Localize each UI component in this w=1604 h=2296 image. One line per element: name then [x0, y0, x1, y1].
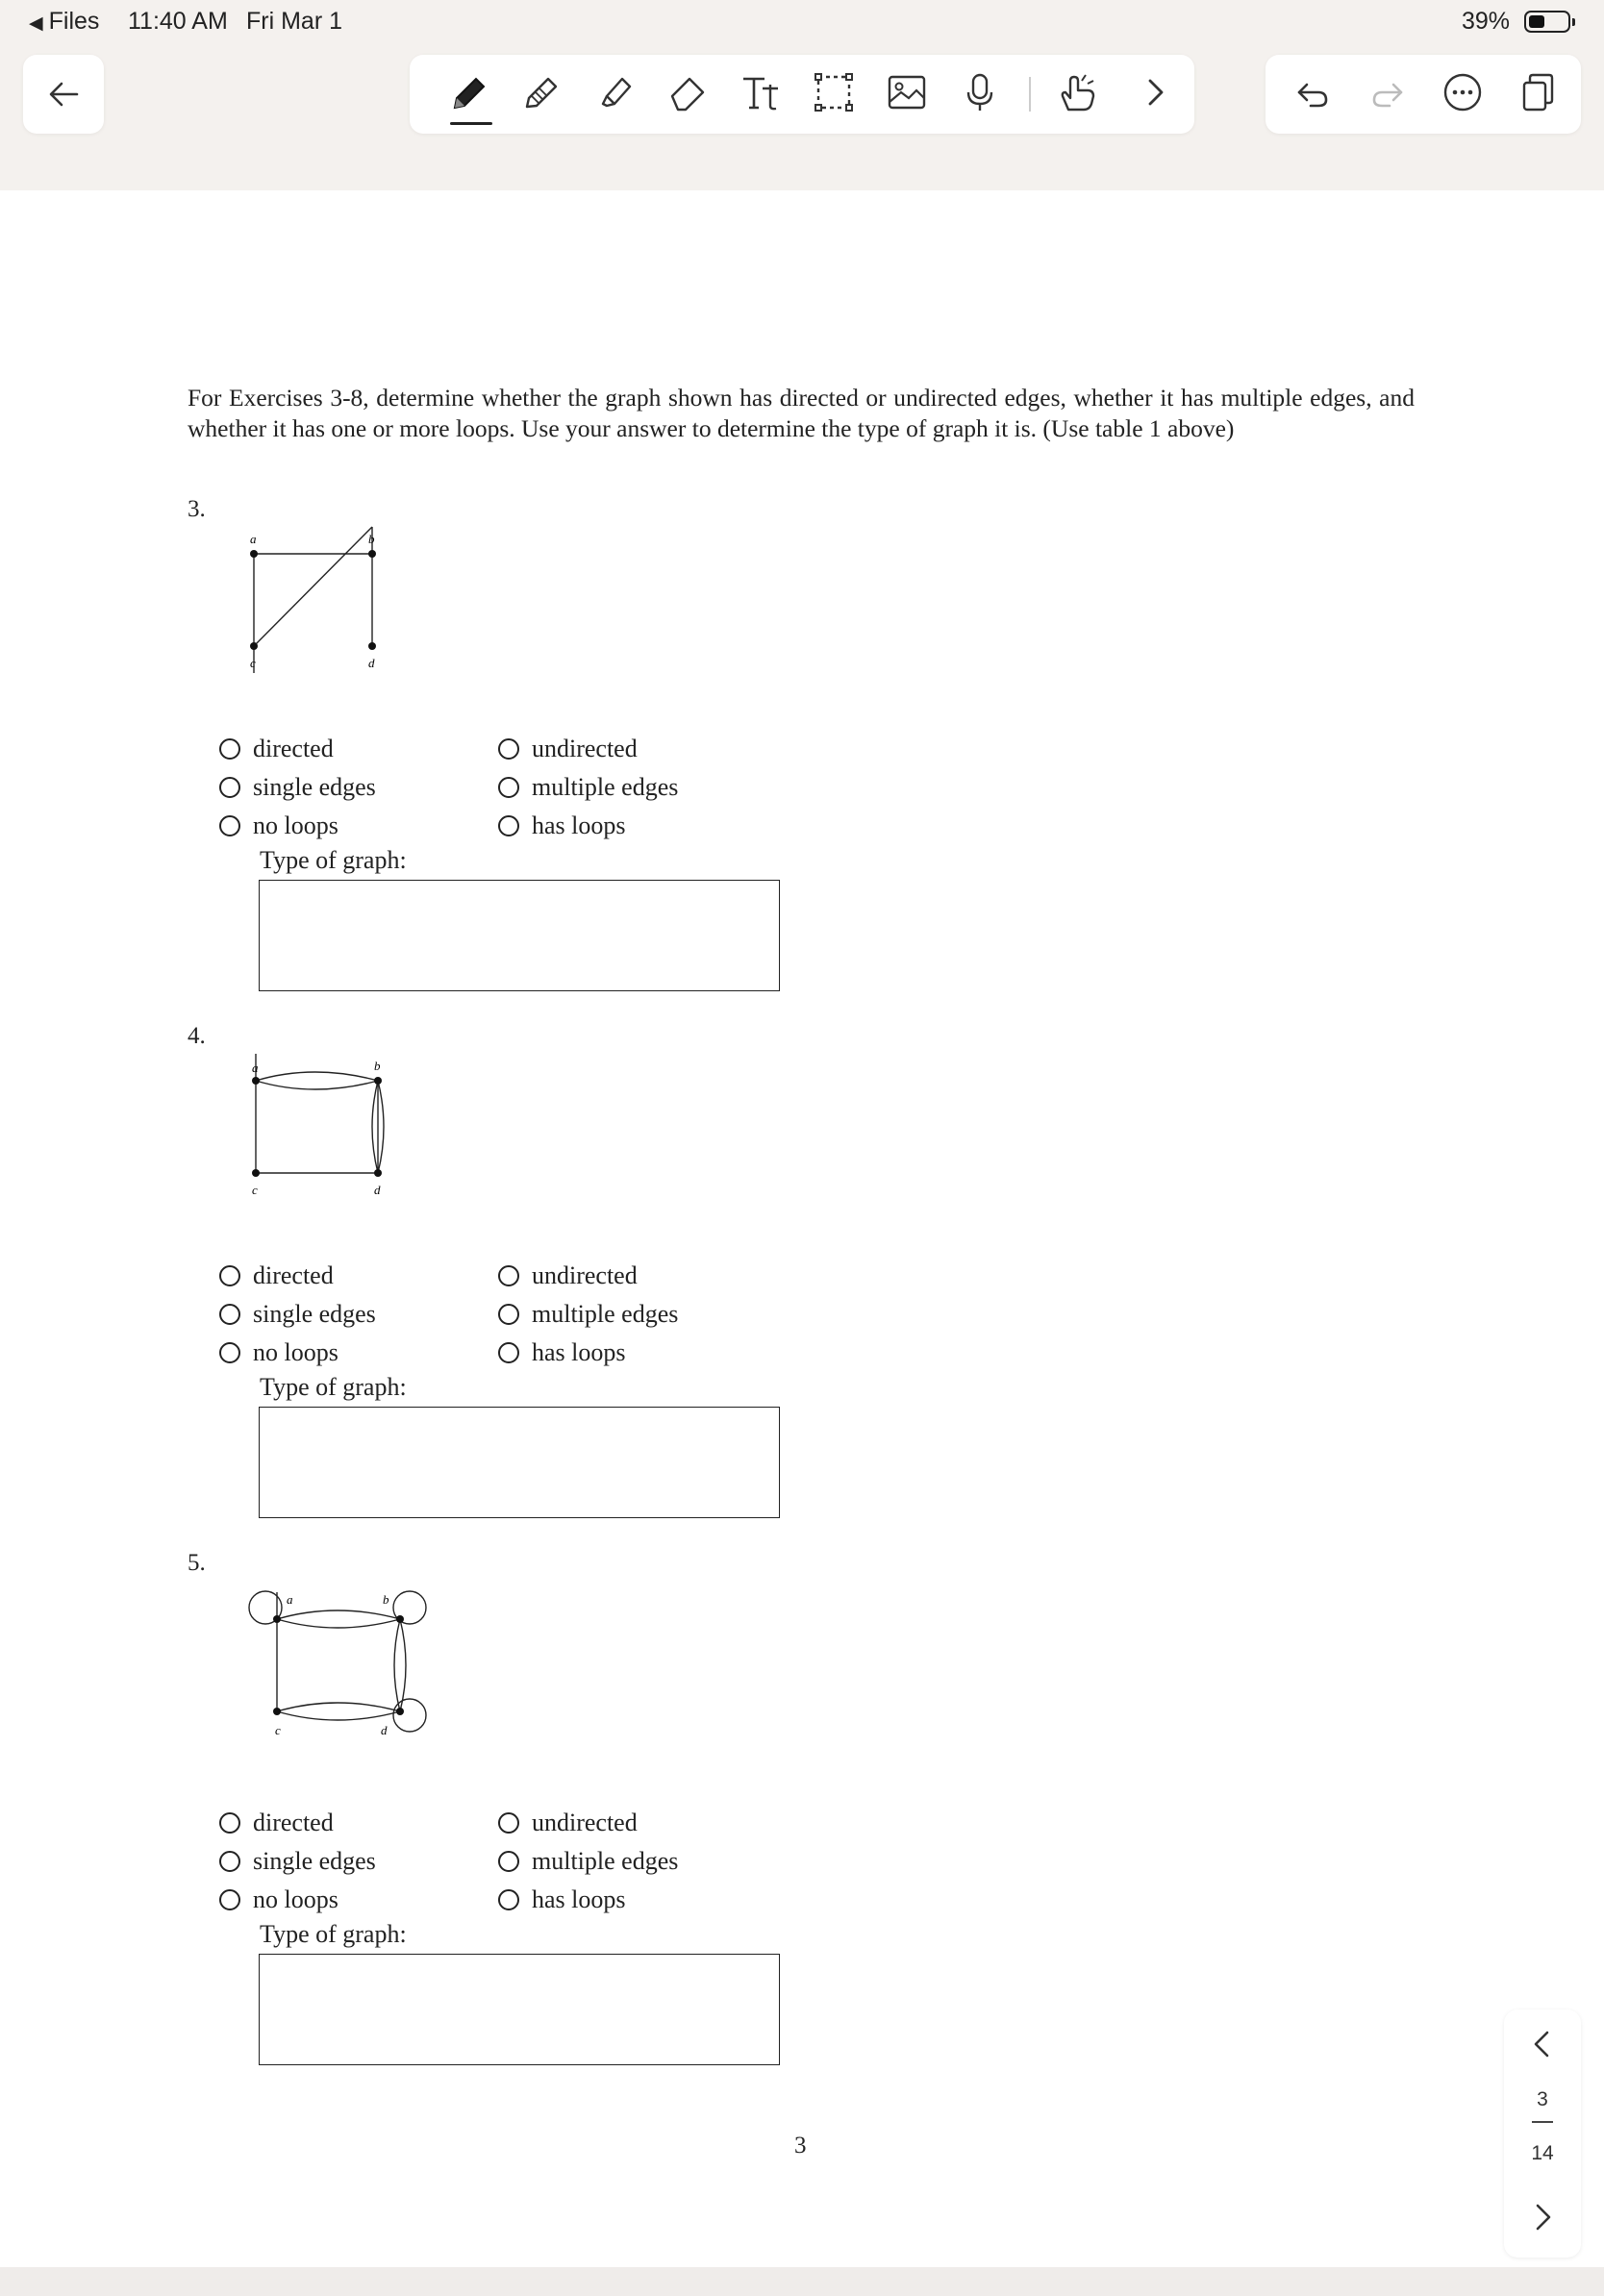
- more-options-button[interactable]: [1441, 70, 1485, 114]
- more-tools-button[interactable]: [1133, 70, 1177, 114]
- microphone-tool-button[interactable]: [958, 70, 1002, 114]
- status-time: 11:40 AM: [128, 8, 228, 35]
- page-number: 3: [794, 2133, 807, 2159]
- option-has-loops[interactable]: has loops: [498, 1881, 626, 1919]
- highlighter-tool-button[interactable]: [592, 70, 637, 114]
- bottom-margin: [0, 2267, 1604, 2296]
- status-date: Fri Mar 1: [246, 8, 342, 35]
- total-pages: 14: [1531, 2142, 1554, 2164]
- type-of-graph-label: Type of graph:: [260, 1373, 407, 1401]
- radio-circle[interactable]: [498, 1851, 519, 1872]
- option-multiple-edges[interactable]: multiple edges: [498, 1842, 678, 1881]
- arrow-left-icon: [44, 75, 83, 113]
- radio-circle[interactable]: [219, 1851, 240, 1872]
- exercise-instructions: For Exercises 3-8, determine whether the graph shown has directed or undirected edges, whether it has multiple edges, and whether it has one or more loops. Use your answer to determine the type of graph it is. (Use table 1 above): [188, 384, 1415, 442]
- option-undirected[interactable]: undirected: [498, 1257, 638, 1295]
- vertex-label: a: [252, 1061, 259, 1075]
- toolbar-divider: [1029, 77, 1031, 112]
- page-fraction-divider: [1532, 2121, 1553, 2123]
- option-has-loops[interactable]: has loops: [498, 1334, 626, 1372]
- pages-view-button[interactable]: [1516, 70, 1560, 114]
- page-navigator: [1504, 2009, 1581, 2258]
- redo-button[interactable]: [1366, 70, 1410, 114]
- option-single-edges[interactable]: single edges: [219, 768, 376, 807]
- vertex-label: b: [383, 1592, 389, 1607]
- radio-circle[interactable]: [219, 1812, 240, 1834]
- exercise-number: 3.: [188, 496, 206, 522]
- option-no-loops[interactable]: no loops: [219, 807, 338, 845]
- hand-touch-icon: [1057, 71, 1099, 113]
- pencil-icon: [520, 71, 563, 113]
- radio-circle[interactable]: [219, 815, 240, 836]
- exercise-number: 5.: [188, 1550, 206, 1576]
- option-undirected[interactable]: undirected: [498, 730, 638, 768]
- radio-circle[interactable]: [219, 1265, 240, 1286]
- image-tool-button[interactable]: [885, 70, 929, 114]
- radio-circle[interactable]: [498, 777, 519, 798]
- radio-circle[interactable]: [498, 1342, 519, 1363]
- option-no-loops[interactable]: no loops: [219, 1881, 338, 1919]
- hand-touch-tool-button[interactable]: [1056, 70, 1100, 114]
- type-of-graph-label: Type of graph:: [260, 1920, 407, 1948]
- option-directed[interactable]: directed: [219, 730, 334, 768]
- option-has-loops[interactable]: has loops: [498, 807, 626, 845]
- back-to-files-link[interactable]: [29, 8, 99, 36]
- battery-icon: [1524, 11, 1570, 33]
- type-of-graph-answer-box[interactable]: [259, 1407, 780, 1518]
- pen-tool-button[interactable]: [446, 70, 490, 114]
- text-tool-button[interactable]: [739, 70, 783, 114]
- option-single-edges[interactable]: single edges: [219, 1295, 376, 1334]
- status-bar: [0, 0, 1604, 44]
- option-single-edges[interactable]: single edges: [219, 1842, 376, 1881]
- radio-circle[interactable]: [498, 1812, 519, 1834]
- chevron-right-icon: [1134, 71, 1176, 113]
- option-multiple-edges[interactable]: multiple edges: [498, 1295, 678, 1334]
- vertex-label: b: [368, 532, 375, 546]
- radio-circle[interactable]: [498, 815, 519, 836]
- vertex-label: a: [250, 532, 257, 546]
- option-directed[interactable]: directed: [219, 1804, 334, 1842]
- eraser-tool-button[interactable]: [665, 70, 710, 114]
- back-app-label: Files: [48, 8, 100, 35]
- type-of-graph-label: Type of graph:: [260, 846, 407, 874]
- lasso-select-tool-button[interactable]: [812, 70, 856, 114]
- vertex-label: c: [275, 1723, 281, 1737]
- lasso-select-icon: [813, 71, 855, 113]
- back-triangle-icon: ◀: [29, 13, 43, 34]
- battery-percent: 39%: [1462, 8, 1511, 35]
- option-undirected[interactable]: undirected: [498, 1804, 638, 1842]
- active-tool-indicator: [450, 122, 492, 125]
- vertex-label: d: [374, 1183, 381, 1197]
- document-page[interactable]: [0, 190, 1604, 2267]
- radio-circle[interactable]: [498, 1889, 519, 1910]
- radio-circle[interactable]: [219, 1304, 240, 1325]
- option-directed[interactable]: directed: [219, 1257, 334, 1295]
- radio-circle[interactable]: [219, 738, 240, 760]
- vertex-label: c: [250, 656, 256, 670]
- image-icon: [886, 71, 928, 113]
- back-button[interactable]: [23, 55, 104, 134]
- radio-circle[interactable]: [498, 1265, 519, 1286]
- pen-icon: [447, 71, 489, 113]
- pencil-tool-button[interactable]: [519, 70, 564, 114]
- radio-circle[interactable]: [219, 777, 240, 798]
- redo-icon: [1366, 71, 1409, 113]
- option-no-loops[interactable]: no loops: [219, 1334, 338, 1372]
- vertex-label: d: [381, 1723, 388, 1737]
- previous-page-button[interactable]: [1525, 2027, 1560, 2061]
- vertex-label: a: [287, 1592, 293, 1607]
- vertex-label: d: [368, 656, 375, 670]
- text-icon: [739, 71, 782, 113]
- ellipsis-circle-icon: [1441, 71, 1484, 113]
- graph-5: [238, 1581, 440, 1737]
- radio-circle[interactable]: [498, 1304, 519, 1325]
- undo-button[interactable]: [1291, 70, 1335, 114]
- type-of-graph-answer-box[interactable]: [259, 1954, 780, 2065]
- microphone-icon: [959, 71, 1001, 113]
- current-page: 3: [1537, 2088, 1548, 2110]
- eraser-icon: [666, 71, 709, 113]
- graph-3: [238, 527, 402, 670]
- type-of-graph-answer-box[interactable]: [259, 880, 780, 991]
- highlighter-icon: [593, 71, 636, 113]
- vertex-label: c: [252, 1183, 258, 1197]
- radio-circle[interactable]: [498, 738, 519, 760]
- exercise-number: 4.: [188, 1023, 206, 1049]
- radio-circle[interactable]: [219, 1342, 240, 1363]
- vertex-label: b: [374, 1059, 381, 1073]
- next-page-button[interactable]: [1525, 2200, 1560, 2234]
- radio-circle[interactable]: [219, 1889, 240, 1910]
- option-multiple-edges[interactable]: multiple edges: [498, 768, 678, 807]
- pages-icon: [1516, 71, 1559, 113]
- undo-icon: [1291, 71, 1334, 113]
- graph-4: [238, 1054, 402, 1197]
